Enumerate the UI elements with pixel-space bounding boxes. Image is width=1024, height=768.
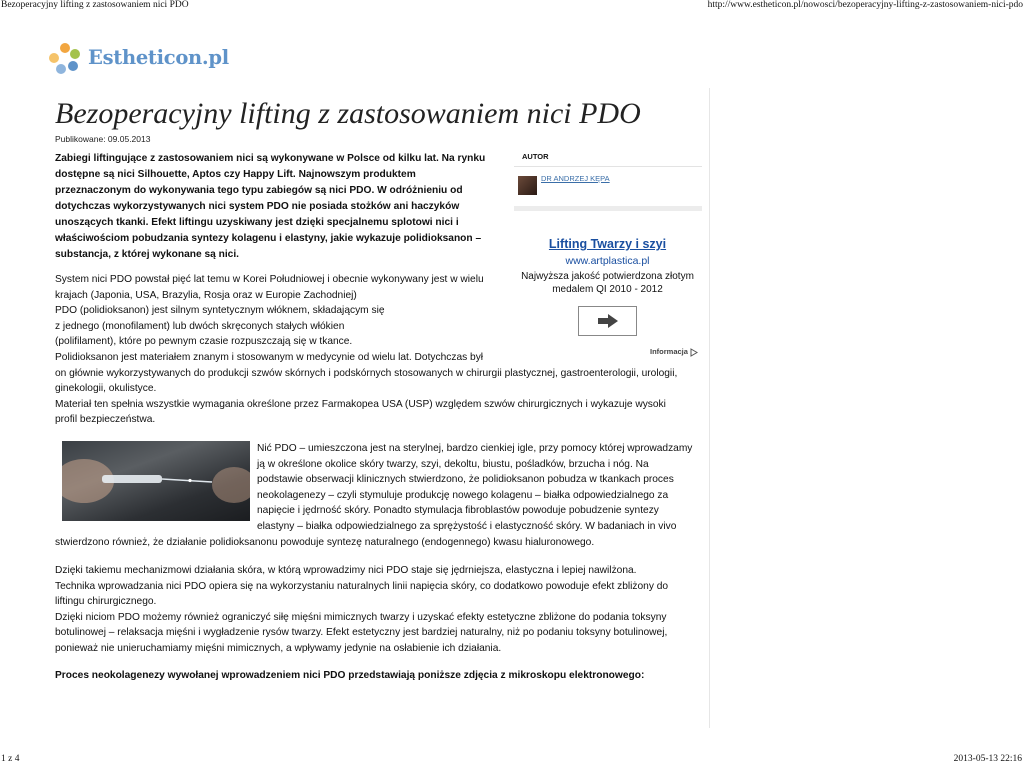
- text-line: neokolagenezy – czyli stymuluje produkcję nowego kolagenu – białka odpowiedzialnego za: [257, 489, 669, 501]
- text-line: ponieważ nie unieruchamiamy mięśni mimicznych, a wpływamy jedynie na osłabienie ich działania.: [55, 642, 502, 654]
- text-line: System nici PDO powstał pięć lat temu w Korei Południowej i obecnie wykonywany jest w wielu: [55, 274, 484, 285]
- paragraph-1: [55, 272, 505, 350]
- text-line: Dzięki takiemu mechanizmowi działania skóra, w którą wprowadzimy nici PDO staje się jędrniejsza, elastyczna i lepiej nawilżona.: [55, 565, 637, 576]
- author-link[interactable]: DR ANDRZEJ KĘPA: [541, 174, 610, 183]
- text-line: z jednego (monofilament) lub dwóch skręconych stałych włókien: [55, 320, 345, 332]
- microscope-intro: Proces neokolagenezy wywołanej wprowadzeniem nici PDO przedstawiają poniższe zdjęcia z mikroskopu elektronowego:: [55, 670, 645, 681]
- header-doc-title: Bezoperacyjny lifting z zastosowaniem nici PDO: [1, 0, 189, 10]
- text-line: liftingu chirurgicznego.: [55, 596, 157, 608]
- ad-title-link[interactable]: Lifting Twarzy i szyi: [548, 237, 667, 251]
- lead-line: właściwościom pobudzania syntezy kolagenu i elastyny, jakie wykazuje polidioksanon –: [55, 233, 482, 244]
- site-logo[interactable]: [46, 40, 229, 80]
- text-line: (polifilament), które po pewnym czasie rozpuszczają się w tkance.: [55, 336, 353, 348]
- ad-go-button[interactable]: [578, 306, 637, 336]
- text-line: profil bezpieczeństwa.: [55, 414, 156, 426]
- print-footer: [0, 754, 1024, 765]
- ad-desc-line: medalem QI 2010 - 2012: [552, 284, 663, 295]
- text-line: Technika wprowadzania nici PDO opiera się na wykorzystaniu naturalnych linii napięcia skóry, co dodatkowo powoduje efekt zbliżony do: [55, 580, 669, 592]
- ad-box: [505, 237, 710, 296]
- text-line: Nić PDO – umieszczona jest na sterylnej, bardzo cienkiej igle, przy pomocy której wprowadzamy: [257, 443, 693, 454]
- lead-line: Zabiegi liftingujące z zastosowaniem nici są wykonywane w Polsce od kilku lat. Na rynku: [55, 153, 486, 164]
- lead-line: dostępne są nici Silhouette, Aptos czy Happy Lift. Najnowszym produktem: [55, 169, 416, 180]
- print-datetime: 2013-05-13 22:16: [953, 754, 1022, 764]
- text-line: ją w określone okolice skóry twarzy, szyi, dekoltu, biustu, pośladków, brzucha i nóg. Na: [257, 458, 649, 470]
- ad-description: [505, 270, 710, 296]
- text-line: on głównie wykorzystywanych do produkcji szwów skórnych i podskórnych stosowanych w chirurgii plastycznej, gastroenterologii, urologii,: [55, 367, 678, 379]
- paragraph-2: [55, 350, 705, 428]
- divider: [514, 166, 702, 167]
- author-label: AUTOR: [522, 152, 549, 161]
- publish-date: Publikowane: 09.05.2013: [55, 134, 151, 144]
- lead-line: dotychczas wykorzystywanych nici system PDO nie posiada stożków ani haczyków: [55, 201, 460, 212]
- ad-info-link[interactable]: [650, 347, 698, 357]
- lead-line: unoszących tkanki. Efekt liftingu uzyskiwany jest dzięki specjalnemu splotowi nici i: [55, 217, 459, 228]
- text-line: stwierdzono również, że działanie polidioksanonu powoduje syntezę naturalnego (endogennego) kwasu hialuronowego.: [55, 536, 595, 548]
- ad-desc-line: Najwyższa jakość potwierdzona złotym: [521, 271, 694, 282]
- text-line: botulinowej – relaksacja mięśni i wygładzenie rysów twarzy. Efekt estetyczny jest bardziej naturalny, niż po podaniu toksyny botulinowej,: [55, 627, 668, 639]
- arrow-right-icon: [598, 314, 618, 328]
- ad-info-label: Informacja: [650, 347, 688, 356]
- text-line: Dzięki niciom PDO możemy również ograniczyć siłę mięśni mimicznych twarzy i uzyskać efekty estetyczne zbliżone do podania toksyny: [55, 611, 667, 623]
- lead-line: przeznaczonym do wykonywania tego typu zabiegów są nici PDO. W odróżnieniu od: [55, 185, 463, 196]
- divider: [514, 206, 702, 211]
- article-lead: [55, 151, 500, 263]
- header-url: http://www.estheticon.pl/nowosci/bezoperacyjny-lifting-z-zastosowaniem-nici-pdo: [707, 0, 1023, 10]
- text-line: Materiał ten spełnia wszystkie wymagania określone przez Farmakopea USA (USP) względem szwów chirurgicznych i wykazuje wysoki: [55, 398, 666, 410]
- text-line: ginekologii, okulistyce.: [55, 383, 157, 395]
- print-header: [0, 0, 1024, 11]
- logo-text: Estheticon.pl: [88, 46, 229, 69]
- page-counter: 1 z 4: [1, 754, 20, 764]
- lead-line: substancja, z której wykonane są nici.: [55, 249, 240, 260]
- text-line: krajach (Japonia, USA, Brazylia, Rosja oraz w Europie Zachodniej): [55, 289, 357, 301]
- paragraph-4: [55, 563, 715, 657]
- text-line: elastyny – białka odpowiedzialnego za sprężystość i elastyczność skóry. W badaniach in vivo: [257, 520, 677, 532]
- text-line: podstawie obserwacji klinicznych stwierdzono, że polidioksanon pobudza w tkankach proces: [257, 474, 674, 486]
- article-title: Bezoperacyjny lifting z zastosowaniem nici PDO: [55, 97, 641, 130]
- author-avatar[interactable]: [518, 176, 537, 195]
- text-line: napięcie i jędrność skóry. Ponadto stymulacja fibroblastów powoduje pobudzenie syntezy: [257, 505, 659, 517]
- flower-logo-icon: [46, 40, 84, 78]
- ad-url-link[interactable]: www.artplastica.pl: [565, 255, 650, 267]
- adchoices-icon: [690, 348, 698, 357]
- paragraph-3: [55, 441, 715, 550]
- text-line: PDO (polidioksanon) jest silnym syntetycznym włóknem, składającym się: [55, 305, 385, 317]
- text-line: Polidioksanon jest materiałem znanym i stosowanym w medycynie od wielu lat. Dotychczas był: [55, 352, 484, 363]
